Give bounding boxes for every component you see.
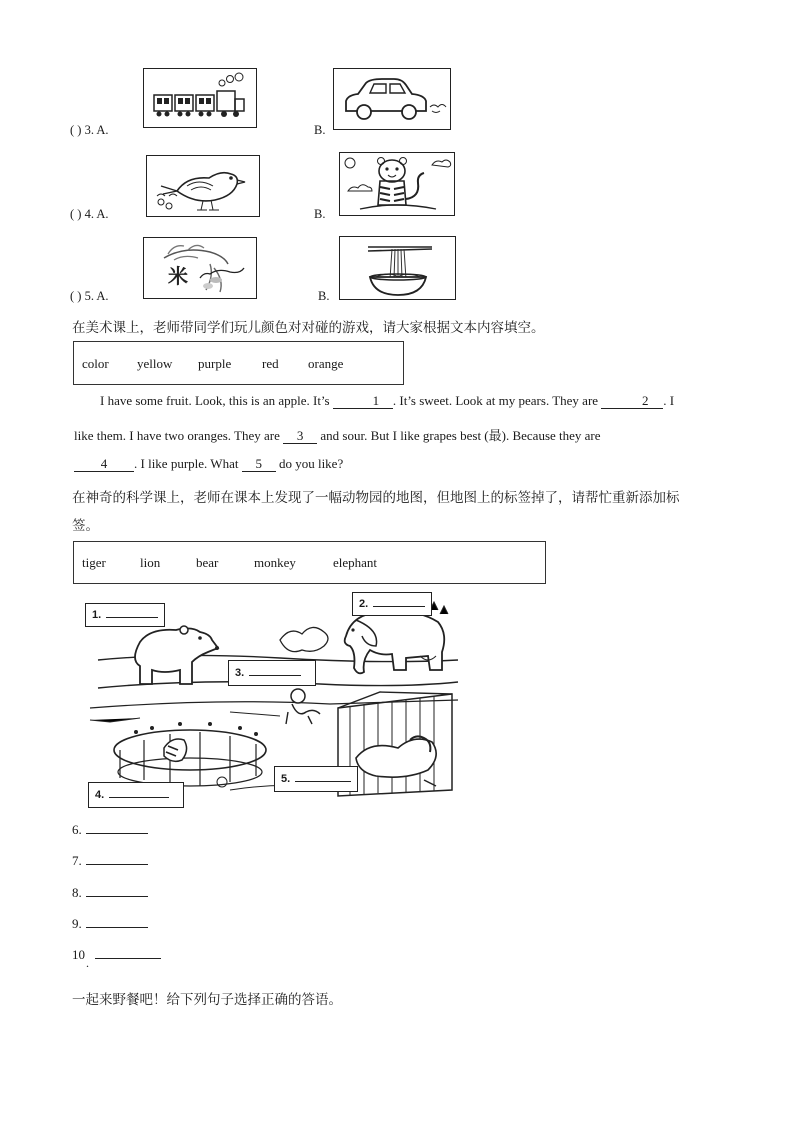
tiger-picture [339, 152, 455, 216]
word-bank-item: bear [196, 555, 219, 570]
rice-character: 米 [168, 264, 188, 288]
question-5-option-b: B. [318, 289, 330, 303]
train-icon [144, 69, 256, 127]
section-2-instruction-line-1: 在神奇的科学课上，老师在课本上发现了一幅动物园的地图，但地图上的标签掉了，请帮忙重新添加标 [72, 490, 680, 506]
passage-line-1: I have some fruit. Look, this is an apple. It’s 1 . It’s sweet. Look at my pears. They are 2 . I [100, 393, 675, 408]
word-bank-colors [73, 341, 404, 385]
word-bank-item: orange [308, 356, 344, 371]
blank-2[interactable]: 2 [601, 394, 663, 409]
noodles-picture [339, 236, 456, 300]
bird-picture [146, 155, 260, 217]
question-4-label: ( ) 4. A. [70, 207, 109, 221]
zoo-map [80, 600, 460, 808]
noodles-bowl-icon [340, 237, 455, 299]
word-bank-item: red [262, 356, 279, 371]
section-3-instruction: 一起来野餐吧！给下列句子选择正确的答语。 [72, 992, 342, 1008]
passage-line-2: like them. I have two oranges. They are 3 and sour. But I like grapes best (最). Because they are [74, 428, 601, 443]
word-bank-animals [73, 541, 546, 584]
word-bank-item: purple [198, 356, 232, 371]
blank-3[interactable]: 3 [283, 429, 317, 444]
section-2-instruction-line-2: 签。 [72, 518, 99, 534]
zoo-label-4[interactable]: 4. [88, 782, 184, 808]
blank-5[interactable]: 5 [242, 457, 276, 472]
word-bank-item: elephant [333, 555, 378, 570]
answer-line-8[interactable]: 8. [72, 884, 148, 901]
word-bank-item: lion [140, 555, 161, 570]
question-3-option-b: B. [314, 123, 326, 137]
word-bank-item: tiger [82, 555, 106, 570]
word-bank-item: yellow [137, 356, 173, 371]
zoo-map-illustration [80, 600, 460, 808]
section-1-instruction: 在美术课上，老师带同学们玩儿颜色对对碰的游戏，请大家根据文本内容填空。 [72, 320, 545, 336]
answer-line-9[interactable]: 9. [72, 915, 148, 932]
answer-line-6[interactable]: 6. [72, 821, 148, 838]
word-bank-item: monkey [254, 555, 296, 570]
word-bank-item: color [82, 356, 109, 371]
zoo-label-1[interactable]: 1. [85, 603, 165, 627]
question-5-label: ( ) 5. A. [70, 289, 109, 303]
rice-plant-icon [144, 238, 256, 298]
zoo-label-2[interactable]: 2. [352, 592, 432, 616]
train-picture [143, 68, 257, 128]
answer-10-dot: . [86, 956, 89, 970]
zoo-label-5[interactable]: 5. [274, 766, 358, 792]
blank-4[interactable]: 4 [74, 457, 134, 472]
car-picture [333, 68, 451, 130]
zoo-label-3[interactable]: 3. [228, 660, 316, 686]
question-3-label: ( ) 3. A. [70, 123, 109, 137]
car-icon [334, 69, 450, 129]
question-4-option-b: B. [314, 207, 326, 221]
bird-icon [147, 156, 259, 216]
answer-line-10[interactable]: 10 [72, 946, 161, 963]
rice-picture [143, 237, 257, 299]
answer-line-7[interactable]: 7. [72, 852, 148, 869]
passage-line-3: 4 . I like purple. What 5 do you like? [74, 456, 724, 472]
blank-1[interactable]: 1 [333, 394, 393, 409]
tiger-icon [340, 153, 454, 215]
